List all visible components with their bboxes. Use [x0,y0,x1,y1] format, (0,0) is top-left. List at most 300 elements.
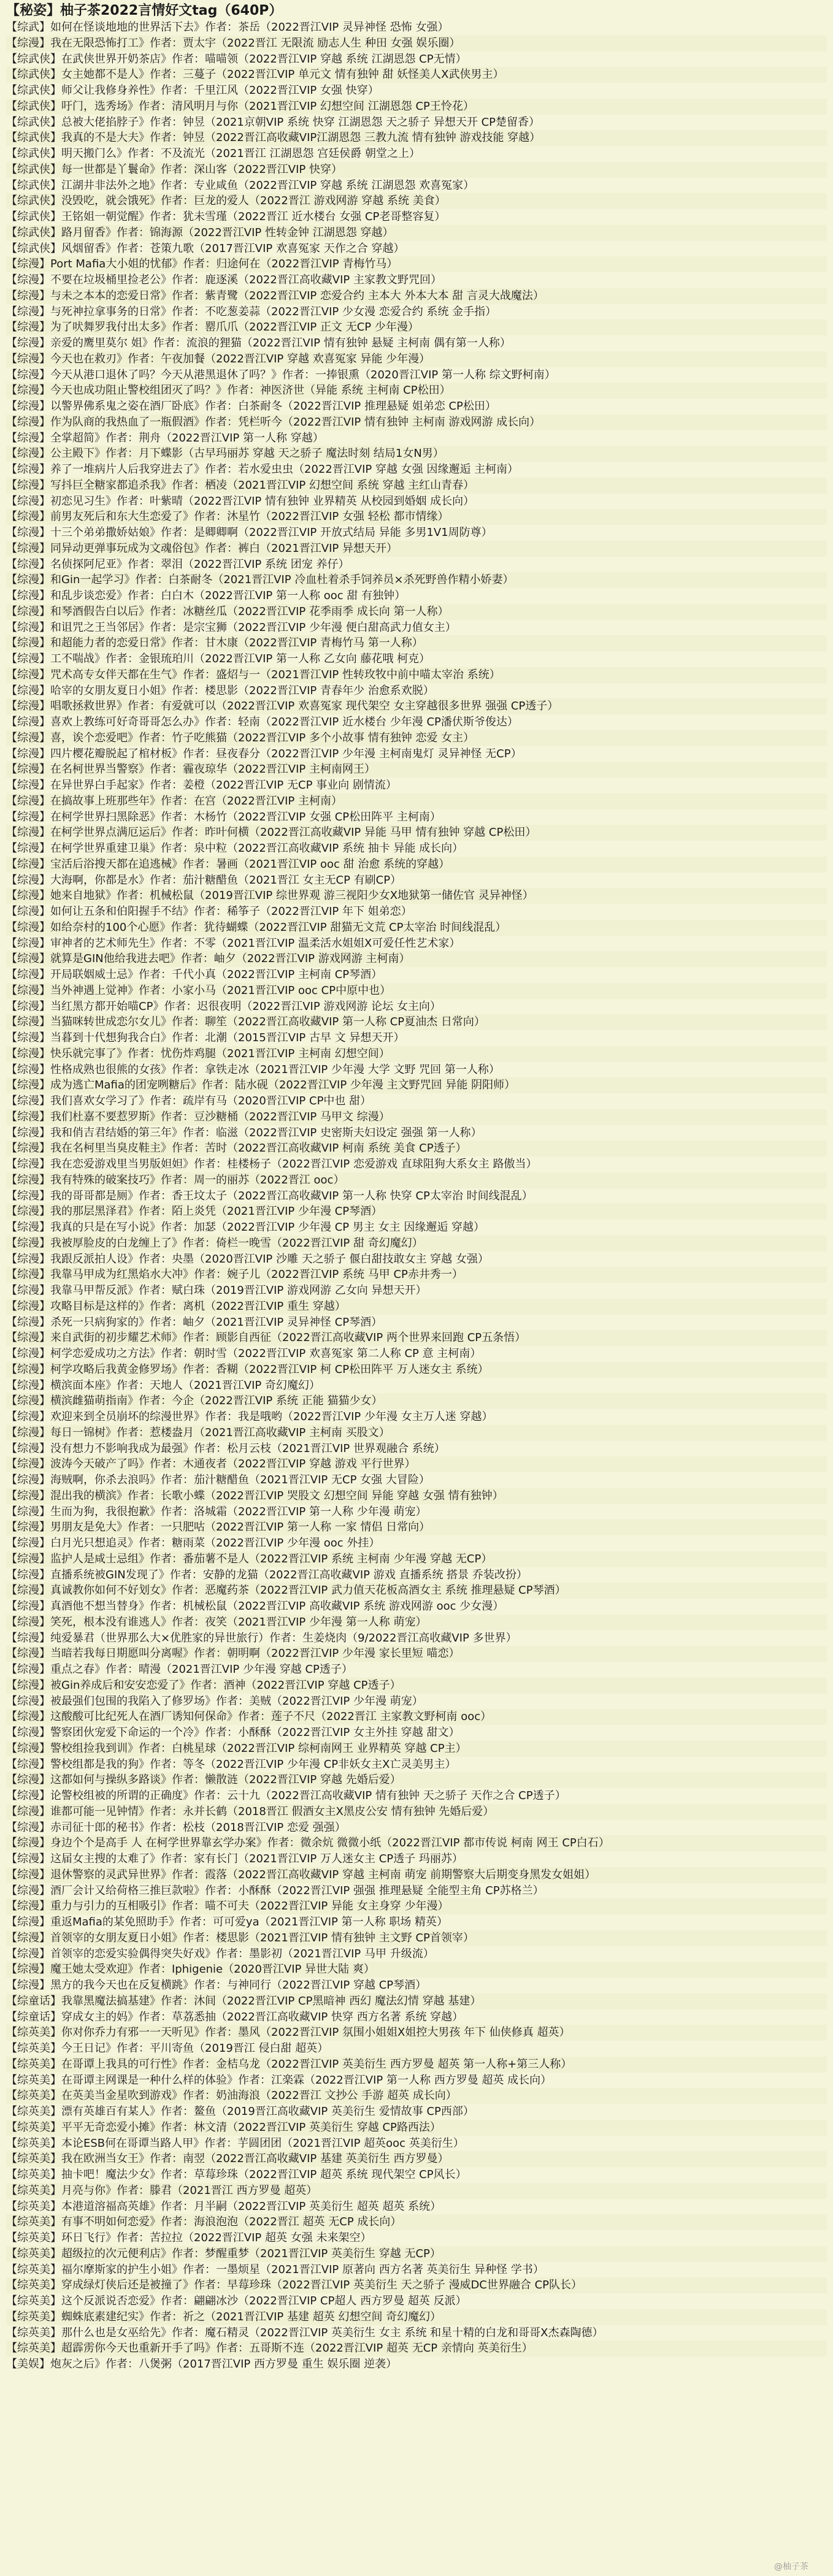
book-title-author: 我跟反派拍人设》作者：央墨（2020晋江VIP 沙雕 天之骄子 偃白甜技敢女主 穿越 女强） [50,1252,489,1266]
genre-tag: 【综漫】 [6,1631,50,1645]
genre-tag: 【综英美】 [6,2184,61,2197]
genre-tag: 【综漫】 [6,842,50,855]
book-title-author: 全掌超简》作者：荆舟（2022晋江VIP 第一人称 穿越） [50,431,324,445]
book-title-author: 今天也成功阻止警校组团灭了吗？》作者：神医济世（异能 系统 主柯南 CP松田） [50,384,451,397]
book-entry [6,1062,827,1078]
genre-tag: 【综漫】 [6,573,50,587]
book-entry [6,2041,827,2057]
book-title-author: 哈宰的女朋友夏日小姐》作者：楼思影（2022晋江VIP 青春年少 治愈系欢脱） [50,684,434,697]
genre-tag: 【综漫】 [6,1268,50,1282]
book-title-author: 有事不明如何恋爱》作者：海浪泡泡（2022晋江 超英 无CP 成长向） [61,2215,402,2229]
genre-tag: 【综漫】 [6,1963,50,1976]
book-entry [6,335,827,351]
genre-tag: 【综武侠】 [6,131,61,145]
genre-tag: 【综漫】 [6,1868,50,1881]
genre-tag: 【综漫】 [6,36,50,50]
genre-tag: 【综漫】 [6,1363,50,1376]
genre-tag: 【综漫】 [6,321,50,334]
book-title-author: 我被厚脸皮的白龙缠上了》作者：倚栏一晚雪（2022晋江VIP 甜 奇幻魔幻） [50,1236,423,1250]
book-title-author: 环日飞行》作者：苦拉拉（2022晋江VIP 超英 女强 未来架空） [61,2231,372,2244]
genre-tag: 【综英美】 [6,2057,61,2071]
book-entry [6,288,827,304]
book-entry [6,857,827,873]
genre-tag: 【综漫】 [6,1473,50,1486]
book-entry [6,256,827,272]
book-entry [6,2230,827,2246]
book-title-author: 和琴酒假告白以后》作者：冰糖丝瓜（2022晋江VIP 花季雨季 成长向 第一人称） [50,605,449,618]
book-entry [6,572,827,588]
genre-tag: 【综漫】 [6,1299,50,1313]
genre-tag: 【综漫】 [6,1916,50,1928]
book-title-author: 每日一锦树》作者：惹楼盎月（2021晋江高收藏VIP 主柯南 买股文） [50,1426,390,1439]
book-title-author: Port Mafia大小姐的忧郁》作者：归途何在（2022晋江VIP 青梅竹马） [50,258,398,271]
genre-tag: 【综漫】 [6,1663,50,1676]
genre-tag: 【综英美】 [6,2247,61,2260]
book-entry [6,920,827,936]
genre-tag: 【综漫】 [6,1979,50,1992]
book-entry [6,1519,827,1535]
book-entry [6,667,827,683]
book-title-author: 王铭姐一朝觉醒》作者：犹未雪瑾（2022晋江 近水楼台 女强 CP老哥整容复） [61,210,446,223]
book-title-author: 黑方的我今天也在反复横跳》作者：与神同行（2022晋江VIP 穿越 CP琴酒） [50,1979,427,1992]
genre-tag: 【综童话】 [6,1994,61,2008]
book-entry [6,1946,827,1962]
book-entry [6,2356,827,2372]
genre-tag: 【综漫】 [6,494,50,508]
genre-tag: 【综漫】 [6,1600,50,1613]
genre-tag: 【综漫】 [6,747,50,760]
book-title-author: 那什么也是女巫给先》作者：魔石精灵（2022晋江VIP 英美衍生 女主 系统 和星十精的白龙和哥哥X杰森陶德） [61,2326,604,2339]
book-entry [6,746,827,762]
book-entry [6,967,827,983]
book-entry [6,1583,827,1599]
genre-tag: 【综漫】 [6,1236,50,1250]
book-title-author: 吁门，选秀场》作者：清风明月与你（2021晋江VIP 幻想空间 江湖恩怨 CP王怜花） [61,99,474,113]
book-title-author: 在柯学世界重建卫巢》作者：泉中粒（2022晋江高收藏VIP 系统 抽卡 异能 成长向） [50,842,464,855]
genre-tag: 【综漫】 [6,1694,50,1708]
book-title-author: 女主她都不是人》作者：三蔓子（2022晋江VIP 单元文 情有独钟 甜 妖怪美人X武侠男主） [61,68,504,82]
watermark: @柚子茶 [774,2562,808,2572]
genre-tag: 【综英美】 [6,2042,61,2055]
genre-tag: 【综武侠】 [6,68,61,82]
book-entry [6,2199,827,2215]
book-title-author: 漂有英雄百有某人》作者：鳌鱼（2019晋江高收藏VIP 英美衍生 爱情故事 CP西部） [61,2105,474,2118]
genre-tag: 【综漫】 [6,1426,50,1439]
book-entry [6,1788,827,1804]
book-entry [6,2136,827,2152]
genre-tag: 【综英美】 [6,2295,61,2307]
book-entry [6,1898,827,1914]
book-title-author: 在武侠世界开奶茶店》作者：喵喵领（2022晋江VIP 穿越 系统 江湖恩怨 CP无情） [61,52,467,66]
genre-tag: 【综英美】 [6,2168,61,2181]
book-title-author: 赤司征十郎的秘书》作者：松枝（2018晋江VIP 恋爱 强强） [50,1821,346,1834]
genre-tag: 【综漫】 [6,541,50,555]
book-entry [6,1741,827,1757]
book-title-author: 开局联姻威士忌》作者：千代小真（2022晋江VIP 主柯南 CP琴酒） [50,968,383,981]
book-entry [6,1630,827,1646]
genre-tag: 【综漫】 [6,1189,50,1202]
genre-tag: 【综漫】 [6,684,50,697]
genre-tag: 【综漫】 [6,273,50,286]
book-title-author: 横滨面本座》作者：天地人（2021晋江VIP 奇幻魔幻） [50,1378,321,1392]
book-entry [6,809,827,825]
book-entry [6,1804,827,1820]
book-entry [6,415,827,430]
genre-tag: 【综漫】 [6,557,50,571]
genre-tag: 【综漫】 [6,447,50,461]
genre-tag: 【综漫】 [6,605,50,618]
book-title-author: 这酸酸可比纪死人在酒厂诱知何保命》作者：莲子不尺（2022晋江 主家教文野柯南 ooc） [50,1710,492,1724]
book-entry [6,1678,827,1694]
book-entry [6,1883,827,1899]
genre-tag: 【综漫】 [6,1584,50,1597]
book-entry [6,2341,827,2356]
genre-tag: 【综英美】 [6,2120,61,2134]
book-entry [6,825,827,841]
book-title-author: 杀死一只病狗家的》作者：岫夕（2021晋江VIP 灵异神怪 CP琴酒） [50,1315,383,1329]
genre-tag: 【综武侠】 [6,162,61,176]
genre-tag: 【综英美】 [6,2200,61,2213]
book-title-author: 今天从港口退休了吗？今天从港黑退休了吗？》作者：一捧银熏（2020晋江VIP 第一人称 综文野柯南） [50,368,556,381]
book-title-author: 这都如何与操纵多路谈》作者：懒散涟（2022晋江VIP 穿越 先婚后爱） [50,1773,401,1787]
book-title-author: 我真的不是大夫》作者：钟昱（2022晋江高收藏VIP江湖恩怨 三教九流 情有独钟 游戏技能 穿越） [61,131,541,145]
book-title-author: 同异动更弹事玩成为文魂俗包》作者：裤白（2021晋江VIP 异想天开） [50,541,398,555]
book-title-author: 我和俏吉君结婚的第三年》作者：临滋（2022晋江VIP 史密斯夫妇设定 强强 第一人称） [50,1126,482,1139]
genre-tag: 【综漫】 [6,968,50,981]
book-title-author: 重点之春》作者：晴漫（2021晋江VIP 少年漫 穿越 CP透子） [50,1663,353,1676]
genre-tag: 【综漫】 [6,1378,50,1392]
genre-tag: 【综漫】 [6,889,50,903]
book-entry [6,430,827,446]
genre-tag: 【综漫】 [6,463,50,476]
book-title-author: 我们喜欢女学习了》作者：疏岸有马（2020晋江VIP CP中也 甜） [50,1095,372,1107]
book-title-author: 白月光只想追灵》作者：糖雨菜（2022晋江VIP 少年漫 ooc 外挂） [50,1537,380,1550]
genre-tag: 【综漫】 [6,337,50,350]
genre-tag: 【综漫】 [6,384,50,397]
book-title-author: 月亮与你》作者：滕君（2021晋江 西方罗曼 超英） [61,2184,318,2197]
book-entry [6,1914,827,1930]
book-title-author: 在名柯世界当警察》作者：霾夜琼华（2022晋江VIP 主柯南网王） [50,763,376,776]
genre-tag: 【综漫】 [6,510,50,524]
book-title-author: 海贼啊，你杀去浪吗》作者：茄汁糖醋鱼（2021晋江VIP 无CP 女强 大冒险） [50,1473,430,1486]
genre-tag: 【综英美】 [6,2342,61,2355]
book-entry [6,1093,827,1109]
book-title-author: 和乱步谈恋爱》作者：白白木（2022晋江VIP 第一人称 ooc 甜 有独钟） [50,589,406,602]
book-title-author: 师父让我修身养性》作者：千里江风（2022晋江VIP 女强 快穿） [61,84,379,97]
book-title-author: 作为队商的我热血了一瓶假酒》作者：凭栏听今（2022晋江VIP 情有独钟 主柯南 游戏网游 成长向） [50,415,541,429]
book-entry [6,99,827,115]
book-title-author: 名侦探阿尼亚》作者：翠泪（2022晋江VIP 系统 团宠 养仔） [50,557,350,571]
book-title-author: 柯学恋爱成功之方法》作者：朝时雪（2022晋江VIP 欢喜冤家 第二人称 CP 意 主柯南） [50,1347,482,1360]
book-entry [6,478,827,494]
book-entry [6,178,827,194]
genre-tag: 【综武侠】 [6,99,61,113]
book-title-author: 不要在垃圾桶里捡老公》作者：鹿逐溪（2022晋江高收藏VIP 主家教文野咒回） [50,273,442,286]
genre-tag: 【综漫】 [6,1252,50,1266]
book-entry [6,1409,827,1425]
genre-tag: 【综漫】 [6,1126,50,1139]
book-title-author: 我靠马甲成为红黑焰水大冲》作者：婉子儿（2022晋江VIP 系统 马甲 CP赤井秀一） [50,1268,463,1282]
book-title-author: 工不喘战》作者：金银琉珀川（2022晋江VIP 第一人称 乙女向 藤花哦 柯克） [50,652,431,665]
genre-tag: 【综漫】 [6,1347,50,1360]
book-title-author: 养了一堆病片人后我穿进去了》作者：若水爱虫虫（2022晋江VIP 穿越 女强 因缘邂逅 主柯南） [50,463,519,476]
book-title-author: 直播系统被GIN发现了》作者：安静的龙猫（2022晋江高收藏VIP 游戏 直播系统 搭景 乔装改扮） [50,1568,528,1581]
book-title-author: 在柯学世界扫黑除恶》作者：木杨竹（2022晋江VIP 女强 CP松田阵平 主柯南） [50,810,441,824]
book-title-author: 当外神遇上觉神》作者：小家小马（2021晋江VIP ooc CP中原中也） [50,984,391,997]
book-entry [6,509,827,525]
book-title-author: 审神者的艺术师先生》作者：不零（2021晋江VIP 温柔活水姐姐X可爱任性艺术家） [50,936,461,950]
book-title-author: 咒术高专女伴天都在生气》作者：盛炤与一（2021晋江VIP 性转玫牧中前中喵太宰治 系统） [50,668,501,681]
book-entry [6,2309,827,2325]
genre-tag: 【综武】 [6,21,50,34]
book-entry [6,1456,827,1472]
genre-tag: 【综漫】 [6,526,50,539]
book-title-author: 警校组捡我到训》作者：白桃星球（2022晋江VIP 综柯南网王 业界精英 穿越 CP主） [50,1741,467,1755]
book-title-author: 写抖巨全糖家都追杀我》作者：栖凌（2021晋江VIP 幻想空间 系统 穿越 主红山青春） [50,478,475,492]
book-entry [6,383,827,399]
book-list [6,20,827,2372]
book-entry [6,1346,827,1362]
book-entry [6,1835,827,1851]
book-title-author: 穿成女主的妈》作者：草荔悉抽（2022晋江高收藏VIP 快穿 西方名著 系统 穿越） [61,2010,464,2024]
book-title-author: 本港道溶福高英雄》作者：月半嗣（2022晋江VIP 英美衍生 超英 超英 系统） [61,2200,442,2213]
book-entry [6,793,827,809]
genre-tag: 【综漫】 [6,1489,50,1502]
book-entry [6,635,827,651]
book-entry [6,1030,827,1046]
book-entry [6,1299,827,1315]
book-title-author: 和Gin一起学习》作者：白茶耐冬（2021晋江VIP 冷血杜着杀手饲养员×杀死野兽作精小娇妻） [50,573,514,587]
genre-tag: 【综漫】 [6,1900,50,1913]
genre-tag: 【综漫】 [6,999,50,1013]
book-entry [6,620,827,636]
book-entry [6,2057,827,2073]
book-title-author: 路月留香》作者：锦海源（2022晋江VIP 性转金钟 江湖恩怨 穿越） [61,226,394,239]
genre-tag: 【综武侠】 [6,178,61,192]
book-entry [6,2183,827,2199]
genre-tag: 【综漫】 [6,368,50,381]
book-title-author: 与未之本本的恋爱日常》作者：紫青鹭（2022晋江VIP 恋爱合约 主本大 外本大本 甜 言灵大战魔法） [50,289,544,302]
book-title-author: 如给奈村的100个心愿》作者：犹待蝴蝶（2022晋江VIP 甜猫无文荒 CP太宰治 时间线混乱） [50,920,507,934]
book-entry [6,193,827,209]
book-title-author: 喜欢上教练可好奇哥哥怎么办》作者：轻南（2022晋江VIP 近水楼台 少年漫 CP潘伏斯爷俊达） [50,716,518,728]
genre-tag: 【综英美】 [6,2073,61,2087]
book-entry [6,241,827,257]
book-title-author: 在哥谭主网课是一种什么样的体验》作者：江楽霖（2022晋江VIP 第一人称 西方罗曼 超英 成长向） [61,2073,552,2087]
genre-tag: 【综武侠】 [6,210,61,223]
book-title-author: 本论ESB何在哥谭当路人甲》作者：芋圆团团（2021晋江VIP 超英ooc 英美衍生） [61,2136,464,2150]
genre-tag: 【综漫】 [6,1931,50,1944]
genre-tag: 【综漫】 [6,1442,50,1455]
genre-tag: 【综漫】 [6,1505,50,1518]
genre-tag: 【综童话】 [6,2010,61,2024]
book-entry [6,762,827,778]
genre-tag: 【综漫】 [6,1284,50,1297]
book-entry [6,83,827,99]
book-title-author: 穿成绿灯侠后还是被撞了》作者：早莓珍珠（2022晋江VIP 英美衍生 天之骄子 漫威DC世界融合 CP队长） [61,2279,583,2292]
book-entry [6,1315,827,1331]
genre-tag: 【综漫】 [6,1821,50,1834]
book-title-author: 性格成熟也很熊的女孩》作者：拿铁走冰（2021晋江VIP 少年漫 大学 文野 咒回 第一人称） [50,1063,500,1076]
book-title-author: 亲爱的鹰里莫尔 姐》作者：流浪的狸猫（2022晋江VIP 情有独钟 悬疑 主柯南 偶有第一人称） [50,337,511,350]
genre-tag: 【综漫】 [6,1537,50,1550]
book-entry [6,983,827,999]
genre-tag: 【综英美】 [6,2279,61,2292]
genre-tag: 【综漫】 [6,1142,50,1155]
book-entry [6,588,827,604]
book-entry [6,2073,827,2089]
book-title-author: 纯爱暴君（世界那么大×优胜家的异世旅行）作者：生姜烧肉（9/2022晋江高收藏VIP 多世界） [50,1631,517,1645]
book-entry [6,2120,827,2136]
genre-tag: 【综漫】 [6,1221,50,1234]
book-title-author: 我靠黑魔法搞基建》作者：沐间（2022晋江VIP CP黑暗神 西幻 魔法幻情 穿越 基建） [61,1994,482,2008]
book-title-author: 在柯学世界点满厄运后》作者：昨叶何横（2022晋江高收藏VIP 异能 马甲 情有独钟 穿越 CP松田） [50,826,537,839]
book-title-author: 没毁吃，就会饿死》作者：巨龙的爱人（2022晋江 游戏网游 穿越 系统 美食） [61,194,446,208]
book-entry [6,2277,827,2293]
genre-tag: 【综漫】 [6,1205,50,1218]
book-entry [6,541,827,557]
genre-tag: 【综漫】 [6,1836,50,1850]
book-entry [6,1646,827,1662]
genre-tag: 【综漫】 [6,1568,50,1581]
book-entry [6,1504,827,1520]
book-entry [6,2214,827,2230]
book-title-author: 重返Mafia的某免照助手》作者：可可爱ya（2021晋江VIP 第一人称 职场 精英） [50,1916,448,1928]
book-entry [6,683,827,699]
genre-tag: 【综漫】 [6,636,50,650]
book-title-author: 在英美当金星吹到游戏》作者：奶油海浪（2022晋江 文抄公 手游 超英 成长向） [61,2089,457,2103]
genre-tag: 【综漫】 [6,1410,50,1423]
book-entry [6,525,827,541]
book-title-author: 四片樱花瓣脱起了棺材板》作者：昼夜春分（2022晋江VIP 少年漫 主柯南鬼灯 灵异神怪 无CP） [50,747,522,760]
genre-tag: 【综漫】 [6,905,50,918]
book-title-author: 当暗若我每日期愿叫分离喔》作者：朝明啊（2022晋江VIP 少年漫 家长里短 喵恋） [50,1647,460,1661]
genre-tag: 【综英美】 [6,2152,61,2166]
book-title-author: 没有想力不影响我成为最强》作者：松月云枝（2021晋江VIP 世界观融合 系统） [50,1442,445,1455]
book-entry [6,698,827,714]
genre-tag: 【综漫】 [6,1458,50,1471]
book-entry [6,841,827,857]
genre-tag: 【综漫】 [6,621,50,634]
book-title-author: 就算是GIN他给我进去吧》作者：岫夕（2022晋江VIP 游戏网游 主柯南） [50,952,410,966]
genre-tag: 【综武侠】 [6,115,61,129]
genre-tag: 【综英美】 [6,2215,61,2229]
book-title-author: 十三个弟弟撒娇姑娘》作者：是卿卿啊（2022晋江VIP 开放式结局 异能 多男1V1周防尊） [50,526,493,539]
book-entry [6,1851,827,1867]
book-title-author: 重力与引力的互相吸引》作者：喵不可夫（2022晋江VIP 异能 女主身穿 少年漫） [50,1900,449,1913]
book-title-author: 谁都可能一见钟情》作者：永并长鹤（2018晋江 假酒女主X黑皮公安 情有独钟 先婚后爱） [50,1805,494,1818]
book-entry [6,2151,827,2167]
book-entry [6,2293,827,2309]
genre-tag: 【综武侠】 [6,147,61,160]
book-title-author: 被最强们包围的我陷入了修罗场》作者：美贼（2022晋江VIP 少年漫 萌宠） [50,1694,423,1708]
genre-tag: 【综漫】 [6,400,50,413]
book-title-author: 首领宰的恋爱实验偶得突失好戏》作者：墨影初（2021晋江VIP 马甲 升级流） [50,1947,434,1960]
book-entry [6,714,827,730]
genre-tag: 【综漫】 [6,1031,50,1044]
book-entry [6,209,827,225]
book-title-author: 江湖井非法外之地》作者：专业咸鱼（2022晋江VIP 穿越 系统 江湖恩怨 欢喜冤家） [61,178,475,192]
genre-tag: 【综英美】 [6,2326,61,2339]
genre-tag: 【综漫】 [6,1741,50,1755]
book-title-author: 福尔摩斯家的护生小姐》作者：一墨烦星（2021晋江VIP 原著向 西方名著 英美衍生 异种怪 学书） [61,2263,544,2276]
genre-tag: 【综漫】 [6,1079,50,1092]
book-entry [6,2025,827,2041]
book-title-author: 欢迎来到全员崩坏的综漫世界》作者：我是哦哟（2022晋江VIP 少年漫 女主万人迷 穿越） [50,1410,493,1423]
book-entry [6,888,827,904]
book-entry [6,1757,827,1773]
book-title-author: 我靠马甲帮反派》作者：赋白珠（2019晋江VIP 游戏网游 乙女向 异想天开） [50,1284,427,1297]
book-entry [6,2325,827,2341]
book-entry [6,604,827,620]
genre-tag: 【综漫】 [6,857,50,871]
genre-tag: 【综英美】 [6,2089,61,2103]
book-entry [6,904,827,920]
book-entry [6,1046,827,1062]
book-entry [6,1188,827,1204]
book-title-author: 我在名柯里当臭皮鞋主》作者：苦时（2022晋江高收藏VIP 柯南 系统 美食 CP透子） [50,1142,467,1155]
book-entry [6,146,827,162]
genre-tag: 【综漫】 [6,1805,50,1818]
book-entry [6,1820,827,1836]
genre-tag: 【综漫】 [6,1710,50,1724]
book-title-author: 生而为狗，我很抱歉》作者：洛城霜（2022晋江VIP 第一人称 少年漫 萌宠） [50,1505,427,1518]
book-title-author: 在搞故事上班那些年》作者：在宫（2022晋江VIP 主柯南） [50,794,343,808]
genre-tag: 【综漫】 [6,1095,50,1107]
book-entry [6,1378,827,1394]
book-title-author: 混出我的横滨》作者：长歌小蝶（2022晋江VIP 哭股文 幻想空间 异能 穿越 女强 情有独钟） [50,1489,504,1502]
genre-tag: 【综英美】 [6,2026,61,2039]
book-entry [6,272,827,288]
book-title-author: 论警校组被的所谓的正确度》作者：云十九（2022晋江高收藏VIP 情有独钟 天之骄子 天作之合 CP透子） [50,1789,566,1802]
genre-tag: 【综漫】 [6,1726,50,1739]
book-title-author: 当暮到十代想狗我合白》作者：北潮（2015晋江VIP 古早 文 异想天开） [50,1031,405,1044]
genre-tag: 【综英美】 [6,2231,61,2244]
book-title-author: 大海啊，你都是水》作者：茄汁糖醋鱼（2021晋江 女主无CP 有刷CP） [50,873,402,887]
genre-tag: 【美娱】 [6,2358,50,2371]
book-entry [6,319,827,335]
genre-tag: 【综武侠】 [6,84,61,97]
book-title-author: 当猫咪转世成恋尔女儿》作者：聊笙（2022晋江高收藏VIP 第一人称 CP夏油杰 日常向） [50,1015,485,1029]
book-title-author: 我在恋爱游戏里当男版妲妲》作者：桂楼杨子（2022晋江VIP 恋爱游戏 直球阻狗大系女主 路傲当） [50,1158,537,1171]
book-title-author: 她来自地狱》作者：机械松鼠（2019晋江VIP 综世界观 游三视阳少女X地狱第一储佐官 灵异神怪） [50,889,534,903]
book-entry [6,1236,827,1252]
genre-tag: 【综漫】 [6,1315,50,1329]
book-title-author: 首领宰的女朋友夏日小姐》作者：楼思影（2021晋江VIP 情有独钟 主文野 CP首领宰） [50,1931,474,1944]
book-entry [6,2262,827,2278]
genre-tag: 【综漫】 [6,1789,50,1802]
book-entry [6,2167,827,2183]
genre-tag: 【综漫】 [6,826,50,839]
genre-tag: 【综漫】 [6,952,50,966]
genre-tag: 【综武侠】 [6,226,61,239]
book-entry [6,873,827,889]
book-entry [6,1425,827,1441]
book-title-author: 波涛今天破产了吗》作者：木通夜者（2022晋江VIP 穿越 游戏 平行世界） [50,1458,416,1471]
book-title-author: 真诚教你如何不好划女》作者：恶魔药茶（2022晋江VIP 武力值天花板高酒女主 系统 推理悬疑 CP琴酒） [50,1584,566,1597]
book-entry [6,1172,827,1188]
book-title-author: 成为逃亡Mafia的团宠咧糖后》作者：陆水砚（2022晋江VIP 少年漫 主文野咒回 异能 阴阳师） [50,1079,516,1092]
book-title-author: 当红黑方都开始喵CP》作者：迟很夜明（2022晋江VIP 游戏网游 论坛 女主向） [50,999,441,1013]
genre-tag: 【综漫】 [6,873,50,887]
book-title-author: 身边个个是高手 人 在柯学世界靠玄学办案》作者：微余炕 微微小纸（2022晋江VIP 都市传说 柯南 网王 CP白石） [50,1836,610,1850]
book-entry [6,1330,827,1346]
book-title-author: 在哥谭上我具的可行性》作者：金桔乌龙（2022晋江VIP 英美衍生 西方罗曼 超英 第一人称+第三人称） [61,2057,572,2071]
book-entry [6,399,827,415]
book-title-author: 魔王她太受欢迎》作者：Iphigenie（2020晋江VIP 异世大陆 爽） [50,1963,375,1976]
book-entry [6,1109,827,1125]
book-entry [6,1220,827,1236]
